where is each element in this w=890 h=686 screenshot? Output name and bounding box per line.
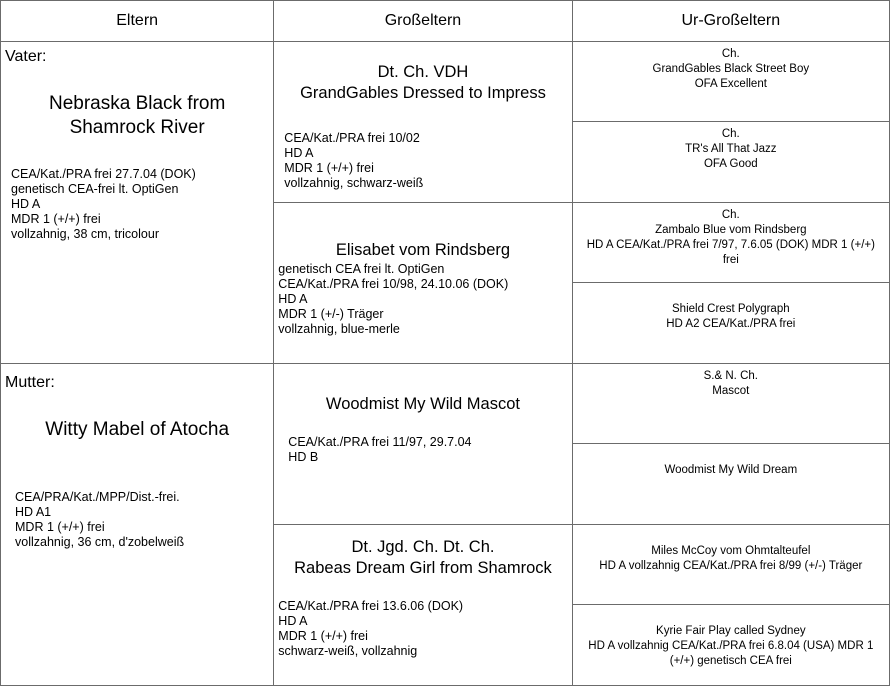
great-grandparent-line: HD A vollzahnig CEA/Kat./PRA frei 6.8.04 (USA) MDR 1 (+/+) genetisch CEA frei bbox=[588, 640, 874, 667]
great-grandparent-line: S.& N. Ch. bbox=[703, 370, 758, 382]
grandparent-info-line: HD A bbox=[284, 146, 314, 160]
grandparent-info-line: CEA/Kat./PRA frei 11/97, 29.7.04 bbox=[288, 435, 472, 449]
great-grandparent-line: Woodmist My Wild Dream bbox=[664, 464, 798, 476]
father-info bbox=[1, 140, 273, 242]
father-info-line: HD A bbox=[11, 197, 41, 211]
great-grandparent-line: Zambalo Blue vom Rindsberg bbox=[655, 224, 807, 236]
father-info-line: genetisch CEA-frei lt. OptiGen bbox=[11, 182, 179, 196]
father-info-line: CEA/Kat./PRA frei 27.7.04 (DOK) bbox=[11, 167, 196, 181]
great-grandparent-line: GrandGables Black Street Boy bbox=[652, 63, 810, 75]
father-name: Nebraska Black from Shamrock River bbox=[48, 93, 226, 138]
grandparent-info-line: HD A bbox=[278, 614, 308, 628]
header-grandparents: Großeltern bbox=[274, 1, 572, 42]
grandparent-info-line: MDR 1 (+/-) Träger bbox=[278, 307, 384, 321]
grandparent-2-name: Elisabet vom Rindsberg bbox=[335, 241, 511, 259]
great-grandparent-5-cell bbox=[572, 364, 889, 444]
grandparent-2-cell bbox=[274, 203, 572, 364]
great-grandparent-2-cell bbox=[572, 122, 889, 203]
grandparent-3-cell bbox=[274, 364, 572, 525]
mother-info-line: CEA/PRA/Kat./MPP/Dist.-frei. bbox=[15, 490, 180, 504]
grandparent-info-line: vollzahnig, blue-merle bbox=[278, 322, 400, 336]
grandparent-info-line: CEA/Kat./PRA frei 13.6.06 (DOK) bbox=[278, 599, 464, 613]
mother-info-line: HD A1 bbox=[15, 505, 52, 519]
header-row bbox=[1, 1, 890, 42]
great-grandparent-line: Ch. bbox=[721, 209, 740, 221]
grandparent-1-cell bbox=[274, 42, 572, 203]
grandparent-info-line: vollzahnig, schwarz-weiß bbox=[284, 176, 424, 190]
great-grandparent-line: Mascot bbox=[712, 385, 750, 397]
header-parents: Eltern bbox=[1, 1, 274, 42]
grandparent-2-info bbox=[274, 261, 571, 337]
grandparent-4-cell bbox=[274, 525, 572, 686]
mother-label: Mutter: bbox=[5, 374, 55, 391]
great-grandparent-line: HD A vollzahnig CEA/Kat./PRA frei 8/99 (+/-) Träger bbox=[599, 560, 863, 572]
grandparent-info-line: CEA/Kat./PRA frei 10/98, 24.10.06 (DOK) bbox=[278, 277, 509, 291]
great-grandparent-line: Ch. bbox=[721, 48, 740, 60]
mother-name: Witty Mabel of Atocha bbox=[45, 419, 230, 440]
great-grandparent-line: Kyrie Fair Play called Sydney bbox=[656, 625, 806, 637]
mother-cell bbox=[1, 364, 274, 686]
grandparent-4-name: Rabeas Dream Girl from Shamrock bbox=[294, 559, 552, 577]
grandparent-1-info bbox=[274, 104, 571, 191]
great-grandparent-6-cell bbox=[572, 444, 889, 525]
father-cell bbox=[1, 42, 274, 364]
great-grandparent-line: Shield Crest Polygraph bbox=[672, 303, 790, 315]
great-grandparent-line: HD A2 CEA/Kat./PRA frei bbox=[666, 318, 796, 330]
grandparent-info-line: MDR 1 (+/+) frei bbox=[278, 629, 368, 643]
grandparent-4-title: Dt. Jgd. Ch. Dt. Ch. bbox=[351, 538, 495, 556]
mother-info bbox=[1, 442, 273, 550]
father-info-line: MDR 1 (+/+) frei bbox=[11, 212, 101, 226]
header-great-grandparents: Ur-Großeltern bbox=[572, 1, 889, 42]
grandparent-info-line: schwarz-weiß, vollzahnig bbox=[278, 644, 418, 658]
grandparent-info-line: MDR 1 (+/+) frei bbox=[284, 161, 374, 175]
grandparent-3-info bbox=[274, 415, 571, 465]
great-grandparent-line: OFA Good bbox=[703, 158, 758, 170]
great-grandparent-4-cell bbox=[572, 283, 889, 364]
great-grandparent-line: HD A CEA/Kat./PRA frei 7/97, 7.6.05 (DOK) MDR 1 (+/+) frei bbox=[586, 239, 875, 266]
mother-info-line: MDR 1 (+/+) frei bbox=[15, 520, 105, 534]
great-grandparent-7-cell bbox=[572, 525, 889, 605]
grandparent-1-name: GrandGables Dressed to Impress bbox=[300, 84, 546, 102]
great-grandparent-line: Ch. bbox=[721, 128, 740, 140]
great-grandparent-1-cell bbox=[572, 42, 889, 122]
mother-info-line: vollzahnig, 36 cm, d'zobelweiß bbox=[15, 535, 185, 549]
great-grandparent-line: Miles McCoy vom Ohmtalteufel bbox=[651, 545, 811, 557]
great-grandparent-line: TR's All That Jazz bbox=[685, 143, 777, 155]
grandparent-3-name: Woodmist My Wild Mascot bbox=[325, 395, 520, 413]
grandparent-4-info bbox=[274, 579, 571, 659]
father-info-line: vollzahnig, 38 cm, tricolour bbox=[11, 227, 159, 241]
great-grandparent-3-cell bbox=[572, 203, 889, 283]
grandparent-info-line: genetisch CEA frei lt. OptiGen bbox=[278, 262, 445, 276]
grandparent-info-line: CEA/Kat./PRA frei 10/02 bbox=[284, 131, 420, 145]
grandparent-info-line: HD A bbox=[278, 292, 308, 306]
grandparent-1-title: Dt. Ch. VDH bbox=[377, 63, 469, 81]
great-grandparent-8-cell bbox=[572, 605, 889, 686]
father-label: Vater: bbox=[5, 48, 47, 65]
great-grandparent-line: OFA Excellent bbox=[694, 78, 767, 90]
grandparent-info-line: HD B bbox=[288, 450, 319, 464]
